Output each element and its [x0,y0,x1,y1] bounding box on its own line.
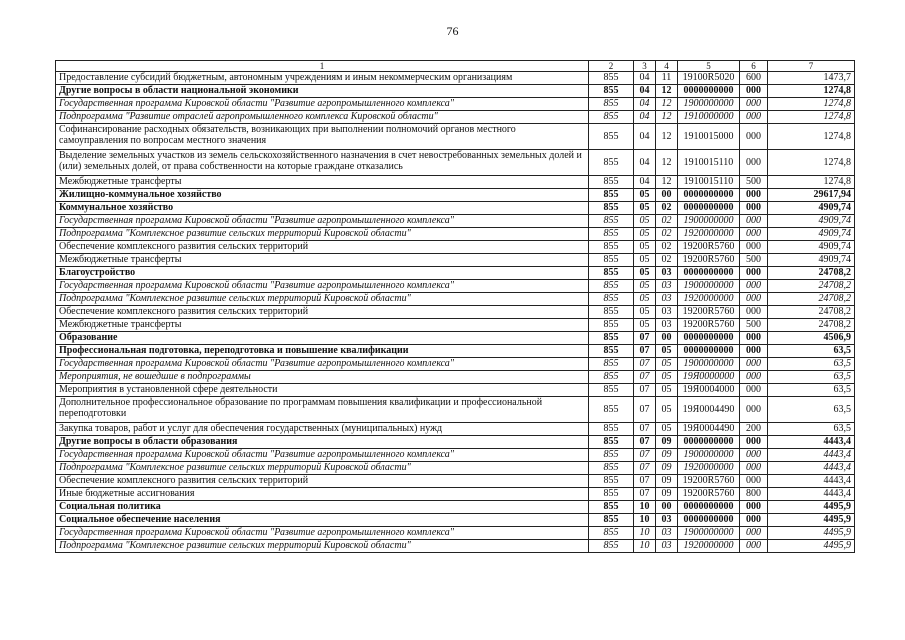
row-admin-code-cell: 855 [589,72,634,85]
row-target-article-cell: 1900000000 [678,449,740,462]
row-amount-cell: 1473,7 [768,72,855,85]
row-admin-code-cell: 855 [589,267,634,280]
row-expense-type-cell: 000 [740,345,768,358]
row-name-cell: Государственная программа Кировской области "Развитие агропромышленного комплекса" [56,98,589,111]
row-expense-type-cell: 000 [740,384,768,397]
table-body [56,72,855,553]
row-section-cell: 05 [634,228,656,241]
row-name-cell: Государственная программа Кировской области "Развитие агропромышленного комплекса" [56,449,589,462]
row-admin-code-cell: 855 [589,111,634,124]
row-amount-cell: 24708,2 [768,319,855,332]
row-expense-type-cell: 000 [740,540,768,553]
table-row [56,124,855,150]
row-name-cell: Государственная программа Кировской области "Развитие агропромышленного комплекса" [56,280,589,293]
row-section-cell: 04 [634,98,656,111]
row-amount-cell: 4495,9 [768,514,855,527]
header-col-3: 3 [634,61,656,72]
row-target-article-cell: 1920000000 [678,293,740,306]
row-subsection-cell: 11 [656,72,678,85]
table-row [56,254,855,267]
row-expense-type-cell: 000 [740,527,768,540]
header-col-2: 2 [589,61,634,72]
row-section-cell: 10 [634,514,656,527]
row-expense-type-cell: 000 [740,397,768,423]
row-section-cell: 04 [634,72,656,85]
row-section-cell: 07 [634,462,656,475]
table-row [56,514,855,527]
table-row [56,332,855,345]
row-name-cell: Обеспечение комплексного развития сельских территорий [56,241,589,254]
page-number: 76 [446,24,459,38]
row-subsection-cell: 05 [656,345,678,358]
row-name-cell: Подпрограмма "Комплексное развитие сельских территорий Кировской области" [56,228,589,241]
row-expense-type-cell: 000 [740,215,768,228]
row-amount-cell: 24708,2 [768,280,855,293]
row-subsection-cell: 05 [656,358,678,371]
row-section-cell: 07 [634,384,656,397]
row-admin-code-cell: 855 [589,527,634,540]
row-name-cell: Иные бюджетные ассигнования [56,488,589,501]
row-name-cell: Подпрограмма "Развитие отраслей агропромышленного комплекса Кировской области" [56,111,589,124]
row-name-cell: Профессиональная подготовка, переподготовка и повышение квалификации [56,345,589,358]
row-target-article-cell: 1900000000 [678,98,740,111]
row-name-cell: Мероприятия в установленной сфере деятельности [56,384,589,397]
row-amount-cell: 4506,9 [768,332,855,345]
table-row [56,488,855,501]
row-expense-type-cell: 000 [740,501,768,514]
row-expense-type-cell: 000 [740,267,768,280]
row-target-article-cell: 0000000000 [678,267,740,280]
table-row [56,98,855,111]
row-amount-cell: 1274,8 [768,124,855,150]
row-expense-type-cell: 000 [740,85,768,98]
row-name-cell: Софинансирование расходных обязательств, возникающих при выполнении полномочий органов местного самоуправления по вопросам местного значения [56,124,589,150]
table-row [56,215,855,228]
row-expense-type-cell: 800 [740,488,768,501]
row-expense-type-cell: 000 [740,98,768,111]
row-target-article-cell: 0000000000 [678,85,740,98]
row-admin-code-cell: 855 [589,280,634,293]
row-admin-code-cell: 855 [589,501,634,514]
row-admin-code-cell: 855 [589,514,634,527]
row-subsection-cell: 12 [656,176,678,189]
row-section-cell: 05 [634,293,656,306]
row-admin-code-cell: 855 [589,475,634,488]
row-target-article-cell: 19200R5760 [678,306,740,319]
row-section-cell: 05 [634,215,656,228]
row-target-article-cell: 19200R5760 [678,241,740,254]
row-target-article-cell: 1910015000 [678,124,740,150]
row-admin-code-cell: 855 [589,254,634,267]
row-expense-type-cell: 000 [740,514,768,527]
row-target-article-cell: 19200R5760 [678,319,740,332]
row-amount-cell: 4495,9 [768,527,855,540]
row-amount-cell: 24708,2 [768,306,855,319]
row-amount-cell: 4909,74 [768,228,855,241]
row-expense-type-cell: 000 [740,189,768,202]
row-admin-code-cell: 855 [589,397,634,423]
row-admin-code-cell: 855 [589,449,634,462]
row-section-cell: 07 [634,475,656,488]
row-subsection-cell: 03 [656,267,678,280]
row-expense-type-cell: 000 [740,306,768,319]
row-expense-type-cell: 500 [740,254,768,267]
row-subsection-cell: 02 [656,228,678,241]
row-name-cell: Мероприятия, не вошедшие в подпрограммы [56,371,589,384]
table-row [56,85,855,98]
row-section-cell: 10 [634,501,656,514]
row-expense-type-cell: 000 [740,241,768,254]
row-name-cell: Подпрограмма "Комплексное развитие сельских территорий Кировской области" [56,293,589,306]
table-row [56,501,855,514]
table-row [56,176,855,189]
header-col-6: 6 [740,61,768,72]
row-subsection-cell: 12 [656,98,678,111]
row-section-cell: 07 [634,371,656,384]
row-admin-code-cell: 855 [589,228,634,241]
row-section-cell: 07 [634,358,656,371]
row-name-cell: Обеспечение комплексного развития сельских территорий [56,306,589,319]
row-admin-code-cell: 855 [589,332,634,345]
row-expense-type-cell: 000 [740,462,768,475]
table-row [56,241,855,254]
row-name-cell: Другие вопросы в области национальной экономики [56,85,589,98]
row-target-article-cell: 19100R5020 [678,72,740,85]
table-row [56,228,855,241]
table-row [56,475,855,488]
row-subsection-cell: 00 [656,189,678,202]
table-header-row [56,61,855,72]
row-section-cell: 04 [634,150,656,176]
row-target-article-cell: 1920000000 [678,462,740,475]
row-section-cell: 05 [634,241,656,254]
row-amount-cell: 4909,74 [768,241,855,254]
row-name-cell: Государственная программа Кировской области "Развитие агропромышленного комплекса" [56,358,589,371]
row-admin-code-cell: 855 [589,306,634,319]
table-row [56,397,855,423]
row-section-cell: 04 [634,85,656,98]
table-row [56,267,855,280]
table-row [56,423,855,436]
row-subsection-cell: 05 [656,384,678,397]
row-subsection-cell: 09 [656,475,678,488]
row-name-cell: Социальная политика [56,501,589,514]
row-section-cell: 07 [634,436,656,449]
row-section-cell: 05 [634,254,656,267]
row-subsection-cell: 05 [656,397,678,423]
row-amount-cell: 29617,94 [768,189,855,202]
row-admin-code-cell: 855 [589,293,634,306]
row-target-article-cell: 19200R5760 [678,254,740,267]
row-admin-code-cell: 855 [589,462,634,475]
row-amount-cell: 4909,74 [768,215,855,228]
budget-table [55,60,855,553]
row-name-cell: Дополнительное профессиональное образование по программам повышения квалификации и профессиональной переподготовки [56,397,589,423]
row-name-cell: Жилищно-коммунальное хозяйство [56,189,589,202]
row-target-article-cell: 1910015110 [678,150,740,176]
row-target-article-cell: 0000000000 [678,514,740,527]
row-target-article-cell: 0000000000 [678,345,740,358]
row-amount-cell: 4443,4 [768,462,855,475]
row-admin-code-cell: 855 [589,358,634,371]
row-section-cell: 07 [634,332,656,345]
row-amount-cell: 63,5 [768,384,855,397]
row-name-cell: Межбюджетные трансферты [56,319,589,332]
row-section-cell: 05 [634,306,656,319]
row-amount-cell: 4443,4 [768,475,855,488]
row-admin-code-cell: 855 [589,345,634,358]
row-target-article-cell: 0000000000 [678,436,740,449]
row-target-article-cell: 0000000000 [678,501,740,514]
row-subsection-cell: 03 [656,280,678,293]
row-amount-cell: 4495,9 [768,540,855,553]
row-subsection-cell: 09 [656,449,678,462]
table-row [56,189,855,202]
row-admin-code-cell: 855 [589,371,634,384]
table-row [56,306,855,319]
row-section-cell: 07 [634,423,656,436]
row-subsection-cell: 00 [656,501,678,514]
row-admin-code-cell: 855 [589,488,634,501]
table-row [56,384,855,397]
row-subsection-cell: 09 [656,488,678,501]
row-section-cell: 07 [634,397,656,423]
row-amount-cell: 4909,74 [768,202,855,215]
row-amount-cell: 63,5 [768,423,855,436]
row-admin-code-cell: 855 [589,85,634,98]
row-name-cell: Подпрограмма "Комплексное развитие сельских территорий Кировской области" [56,462,589,475]
row-target-article-cell: 19Я0004490 [678,423,740,436]
row-expense-type-cell: 200 [740,423,768,436]
row-amount-cell: 63,5 [768,397,855,423]
row-subsection-cell: 09 [656,436,678,449]
row-amount-cell: 24708,2 [768,267,855,280]
row-expense-type-cell: 000 [740,124,768,150]
row-subsection-cell: 02 [656,202,678,215]
row-subsection-cell: 12 [656,85,678,98]
row-subsection-cell: 02 [656,215,678,228]
row-target-article-cell: 19200R5760 [678,475,740,488]
table-row [56,319,855,332]
table-row [56,150,855,176]
header-col-1: 1 [56,61,589,72]
row-subsection-cell: 03 [656,293,678,306]
table-row [56,345,855,358]
header-col-4: 4 [656,61,678,72]
row-section-cell: 05 [634,319,656,332]
row-amount-cell: 4443,4 [768,488,855,501]
row-section-cell: 05 [634,202,656,215]
row-name-cell: Образование [56,332,589,345]
row-name-cell: Другие вопросы в области образования [56,436,589,449]
row-name-cell: Подпрограмма "Комплексное развитие сельских территорий Кировской области" [56,540,589,553]
row-subsection-cell: 00 [656,332,678,345]
row-expense-type-cell: 600 [740,72,768,85]
row-section-cell: 10 [634,540,656,553]
row-target-article-cell: 0000000000 [678,202,740,215]
row-admin-code-cell: 855 [589,540,634,553]
row-target-article-cell: 1920000000 [678,540,740,553]
row-amount-cell: 4495,9 [768,501,855,514]
row-section-cell: 05 [634,267,656,280]
row-section-cell: 04 [634,124,656,150]
row-expense-type-cell: 500 [740,176,768,189]
row-expense-type-cell: 000 [740,228,768,241]
row-admin-code-cell: 855 [589,202,634,215]
row-expense-type-cell: 500 [740,319,768,332]
row-subsection-cell: 03 [656,306,678,319]
row-subsection-cell: 09 [656,462,678,475]
row-admin-code-cell: 855 [589,124,634,150]
row-expense-type-cell: 000 [740,111,768,124]
row-expense-type-cell: 000 [740,150,768,176]
row-subsection-cell: 03 [656,514,678,527]
row-amount-cell: 63,5 [768,358,855,371]
row-expense-type-cell: 000 [740,358,768,371]
table-row [56,462,855,475]
row-name-cell: Закупка товаров, работ и услуг для обеспечения государственных (муниципальных) нужд [56,423,589,436]
row-expense-type-cell: 000 [740,332,768,345]
row-section-cell: 07 [634,488,656,501]
row-target-article-cell: 1900000000 [678,527,740,540]
row-name-cell: Государственная программа Кировской области "Развитие агропромышленного комплекса" [56,527,589,540]
table-row [56,540,855,553]
table-row [56,293,855,306]
row-subsection-cell: 12 [656,124,678,150]
row-target-article-cell: 0000000000 [678,332,740,345]
row-expense-type-cell: 000 [740,449,768,462]
row-target-article-cell: 19Я0000000 [678,371,740,384]
row-name-cell: Выделение земельных участков из земель сельскохозяйственного назначения в счет невостребованных земельных долей и (или) земельных долей, от права собственности на которые граждане отказались [56,150,589,176]
row-target-article-cell: 19200R5760 [678,488,740,501]
row-expense-type-cell: 000 [740,371,768,384]
row-section-cell: 05 [634,280,656,293]
row-name-cell: Государственная программа Кировской области "Развитие агропромышленного комплекса" [56,215,589,228]
row-amount-cell: 4443,4 [768,436,855,449]
row-section-cell: 07 [634,449,656,462]
row-expense-type-cell: 000 [740,475,768,488]
table-row [56,371,855,384]
row-amount-cell: 24708,2 [768,293,855,306]
row-expense-type-cell: 000 [740,202,768,215]
row-target-article-cell: 19Я0004490 [678,397,740,423]
row-section-cell: 07 [634,345,656,358]
row-amount-cell: 1274,8 [768,85,855,98]
table-row [56,280,855,293]
row-target-article-cell: 1900000000 [678,358,740,371]
table-row [56,436,855,449]
row-admin-code-cell: 855 [589,241,634,254]
row-name-cell: Социальное обеспечение населения [56,514,589,527]
table-row [56,527,855,540]
row-expense-type-cell: 000 [740,280,768,293]
row-expense-type-cell: 000 [740,293,768,306]
table-row [56,72,855,85]
row-section-cell: 10 [634,527,656,540]
row-admin-code-cell: 855 [589,98,634,111]
row-target-article-cell: 1920000000 [678,228,740,241]
row-name-cell: Коммунальное хозяйство [56,202,589,215]
row-amount-cell: 1274,8 [768,111,855,124]
row-subsection-cell: 05 [656,423,678,436]
row-section-cell: 04 [634,176,656,189]
row-subsection-cell: 12 [656,111,678,124]
row-target-article-cell: 1900000000 [678,215,740,228]
table-row [56,202,855,215]
row-subsection-cell: 05 [656,371,678,384]
row-admin-code-cell: 855 [589,215,634,228]
row-amount-cell: 63,5 [768,371,855,384]
table-row [56,449,855,462]
header-col-7: 7 [768,61,855,72]
row-admin-code-cell: 855 [589,319,634,332]
row-subsection-cell: 02 [656,254,678,267]
row-amount-cell: 63,5 [768,345,855,358]
row-section-cell: 05 [634,189,656,202]
table-row [56,358,855,371]
row-target-article-cell: 1910000000 [678,111,740,124]
row-subsection-cell: 02 [656,241,678,254]
row-name-cell: Предоставление субсидий бюджетным, автономным учреждениям и иным некоммерческим организациям [56,72,589,85]
row-admin-code-cell: 855 [589,150,634,176]
row-name-cell: Межбюджетные трансферты [56,254,589,267]
row-subsection-cell: 03 [656,540,678,553]
row-target-article-cell: 0000000000 [678,189,740,202]
row-admin-code-cell: 855 [589,384,634,397]
row-admin-code-cell: 855 [589,436,634,449]
table-row [56,111,855,124]
row-admin-code-cell: 855 [589,423,634,436]
row-amount-cell: 1274,8 [768,98,855,111]
row-target-article-cell: 1910015110 [678,176,740,189]
row-name-cell: Межбюджетные трансферты [56,176,589,189]
row-amount-cell: 4443,4 [768,449,855,462]
row-name-cell: Обеспечение комплексного развития сельских территорий [56,475,589,488]
row-admin-code-cell: 855 [589,176,634,189]
row-subsection-cell: 12 [656,150,678,176]
row-amount-cell: 1274,8 [768,150,855,176]
row-amount-cell: 1274,8 [768,176,855,189]
row-admin-code-cell: 855 [589,189,634,202]
row-name-cell: Благоустройство [56,267,589,280]
row-expense-type-cell: 000 [740,436,768,449]
row-section-cell: 04 [634,111,656,124]
header-col-5: 5 [678,61,740,72]
row-amount-cell: 4909,74 [768,254,855,267]
row-target-article-cell: 1900000000 [678,280,740,293]
row-target-article-cell: 19Я0004000 [678,384,740,397]
row-subsection-cell: 03 [656,319,678,332]
row-subsection-cell: 03 [656,527,678,540]
